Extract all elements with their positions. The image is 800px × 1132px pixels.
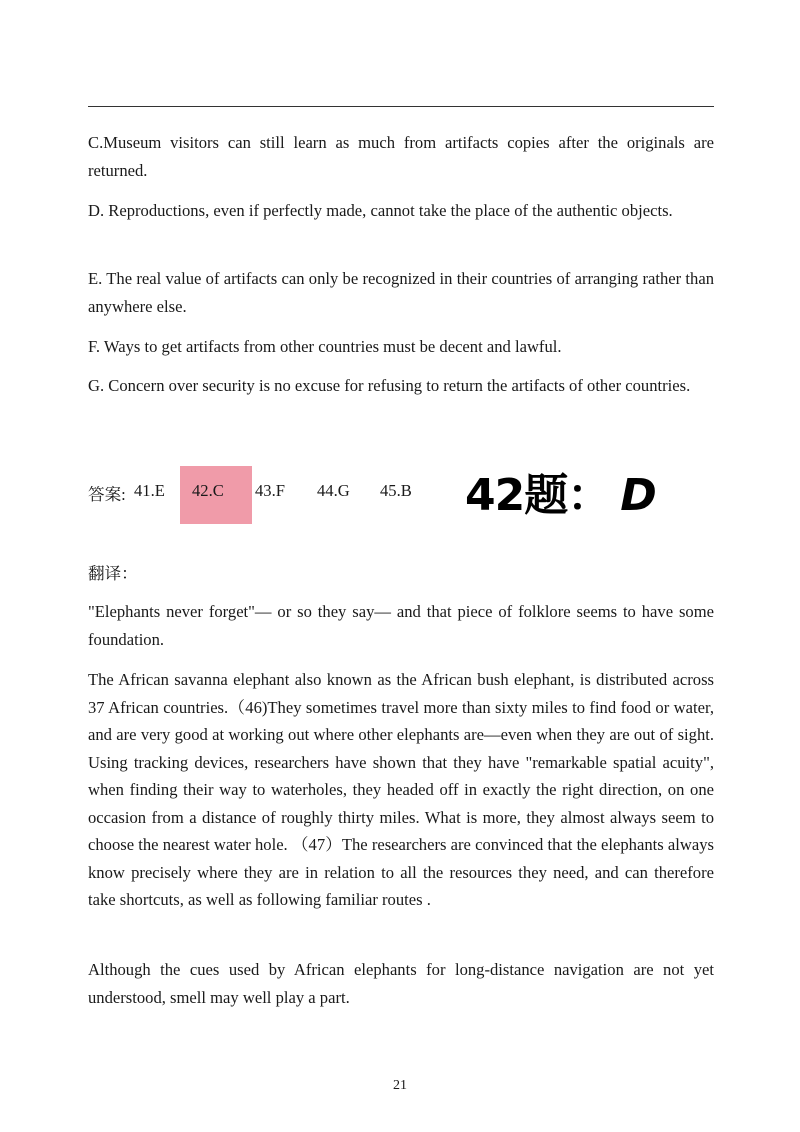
answer-45: 45.B: [380, 481, 412, 500]
option-g: G. Concern over security is no excuse for refusing to return the artifacts of other countries.: [88, 376, 691, 395]
translation-paragraph-3: Although the cues used by African elephants for long-distance navigation are not yet understood, smell may well play a part.: [88, 960, 714, 1007]
translation-label: 翻译：: [88, 564, 138, 583]
option-f: F. Ways to get artifacts from other countries must be decent and lawful.: [88, 337, 562, 356]
answer-43: 43.F: [255, 481, 285, 500]
handwritten-correction: [465, 468, 656, 524]
header-rule: [88, 106, 714, 107]
correction-answer: D: [620, 470, 656, 521]
correction-label: 42题：: [465, 470, 611, 521]
answer-44: 44.G: [317, 481, 350, 500]
option-d: D. Reproductions, even if perfectly made, cannot take the place of the authentic objects.: [88, 201, 673, 220]
answer-41: 41.E: [134, 481, 165, 500]
option-c: C.Museum visitors can still learn as much from artifacts copies after the originals are returned.: [88, 133, 714, 180]
answer-42: 42.C: [192, 481, 224, 500]
answer-key-label: 答案:: [88, 485, 126, 504]
translation-paragraph-2: The African savanna elephant also known as the African bush elephant, is distributed across 37 African countries.（46)They sometimes travel more than sixty miles to find food or water, and are very good at working out where other elephants are—even when they are out of sight. Using tracking devices, researchers have shown that they have "remarkable spatial acuity", when finding their way to waterholes, they headed off in exactly the right direction, on one occasion from a distance of roughly thirty miles. What is more, they almost always seem to choose the nearest water hole. （47）The researchers are convinced that the elephants always know precisely where they are in relation to all the resources they need, and can therefore take shortcuts, as well as following familiar routes .: [88, 670, 714, 909]
page-number: 21: [393, 1078, 407, 1093]
translation-paragraph-1: "Elephants never forget"— or so they say— and that piece of folklore seems to have some foundation.: [88, 602, 714, 649]
option-e: E. The real value of artifacts can only be recognized in their countries of arranging rather than anywhere else.: [88, 269, 714, 316]
